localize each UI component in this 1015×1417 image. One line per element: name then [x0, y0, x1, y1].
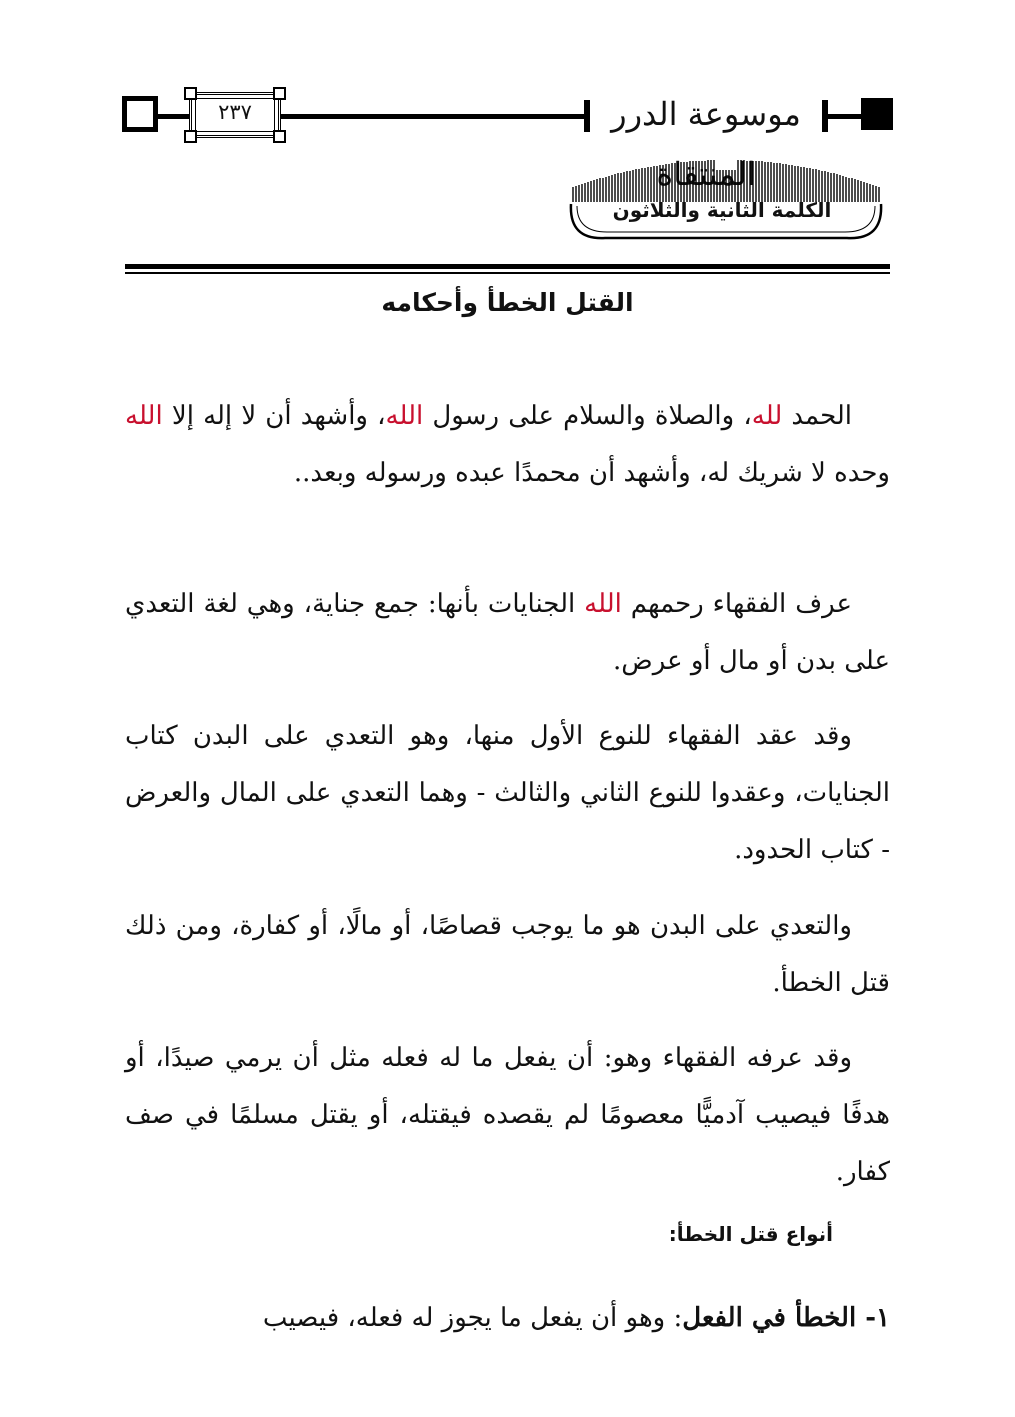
text-span: : وهو أن يفعل ما يجوز له فعله، فيصيب: [262, 1303, 683, 1333]
text-span: ، والصلاة والسلام على رسول: [423, 401, 752, 431]
header-rule-thin: [125, 272, 890, 274]
red-word: الله: [385, 401, 424, 431]
red-word: الله: [125, 401, 163, 431]
section-heading: أنواع قتل الخطأ:: [668, 1222, 833, 1246]
header-line-middle: [277, 114, 585, 119]
paragraph-5: وقد عرفه الفقهاء وهو: أن يفعل ما له فعله مثل أن يرمي صيدًا، أو هدفًا فيصيب آدميًّا معصومًا لم يقصده فيقتله، أو يقتل مسلمًا في صف كفار.: [125, 1043, 890, 1187]
paragraph-3: وقد عقد الفقهاء للنوع الأول منها، وهو التعدي على البدن كتاب الجنايات، وعقدوا للنوع الثاني والثالث - وهما التعدي على المال والعرض - كتاب الحدود.: [125, 721, 890, 865]
paragraph-4: والتعدي على البدن هو ما يوجب قصاصًا، أو مالًا، أو كفارة، ومن ذلك قتل الخطأ.: [125, 911, 890, 998]
frame-corner: [184, 87, 197, 100]
list-item-lead: ١- الخطأ في الفعل: [682, 1303, 890, 1333]
header-square-outline: [122, 96, 158, 132]
paragraph-1: [125, 388, 890, 502]
series-title: موسوعة الدرر المنتقاة: [611, 95, 801, 193]
page-number: ٢٣٧: [218, 100, 252, 124]
frame-corner: [273, 87, 286, 100]
frame-corner: [184, 130, 197, 143]
red-word: الله: [584, 589, 622, 619]
header-line-right: [826, 114, 862, 119]
page-number-frame: [189, 92, 281, 138]
text-span: الحمد: [782, 401, 852, 431]
red-word: لله: [751, 401, 783, 431]
text-span: وحده لا شريك له، وأشهد أن محمدًا عبده ورسوله وبعد..: [293, 458, 890, 488]
text-span: ، وأشهد أن لا إله إلا: [162, 401, 386, 431]
header-square-filled: [861, 98, 893, 130]
document-title: القتل الخطأ وأحكامه: [381, 288, 634, 317]
chapter-ornament: [565, 152, 887, 242]
paragraph-6: [125, 1290, 890, 1347]
text-span: عرف الفقهاء رحمهم: [621, 589, 853, 619]
text-span: الجنايات بأنها: جمع جناية، وهي لغة التعدي على بدن أو مال أو عرض.: [125, 589, 890, 676]
paragraph-2: [125, 576, 890, 690]
frame-corner: [273, 130, 286, 143]
header-rule: [125, 264, 890, 269]
header-bar: [822, 100, 828, 132]
chapter-label: الكلمة الثانية والثلاثون: [612, 198, 832, 222]
